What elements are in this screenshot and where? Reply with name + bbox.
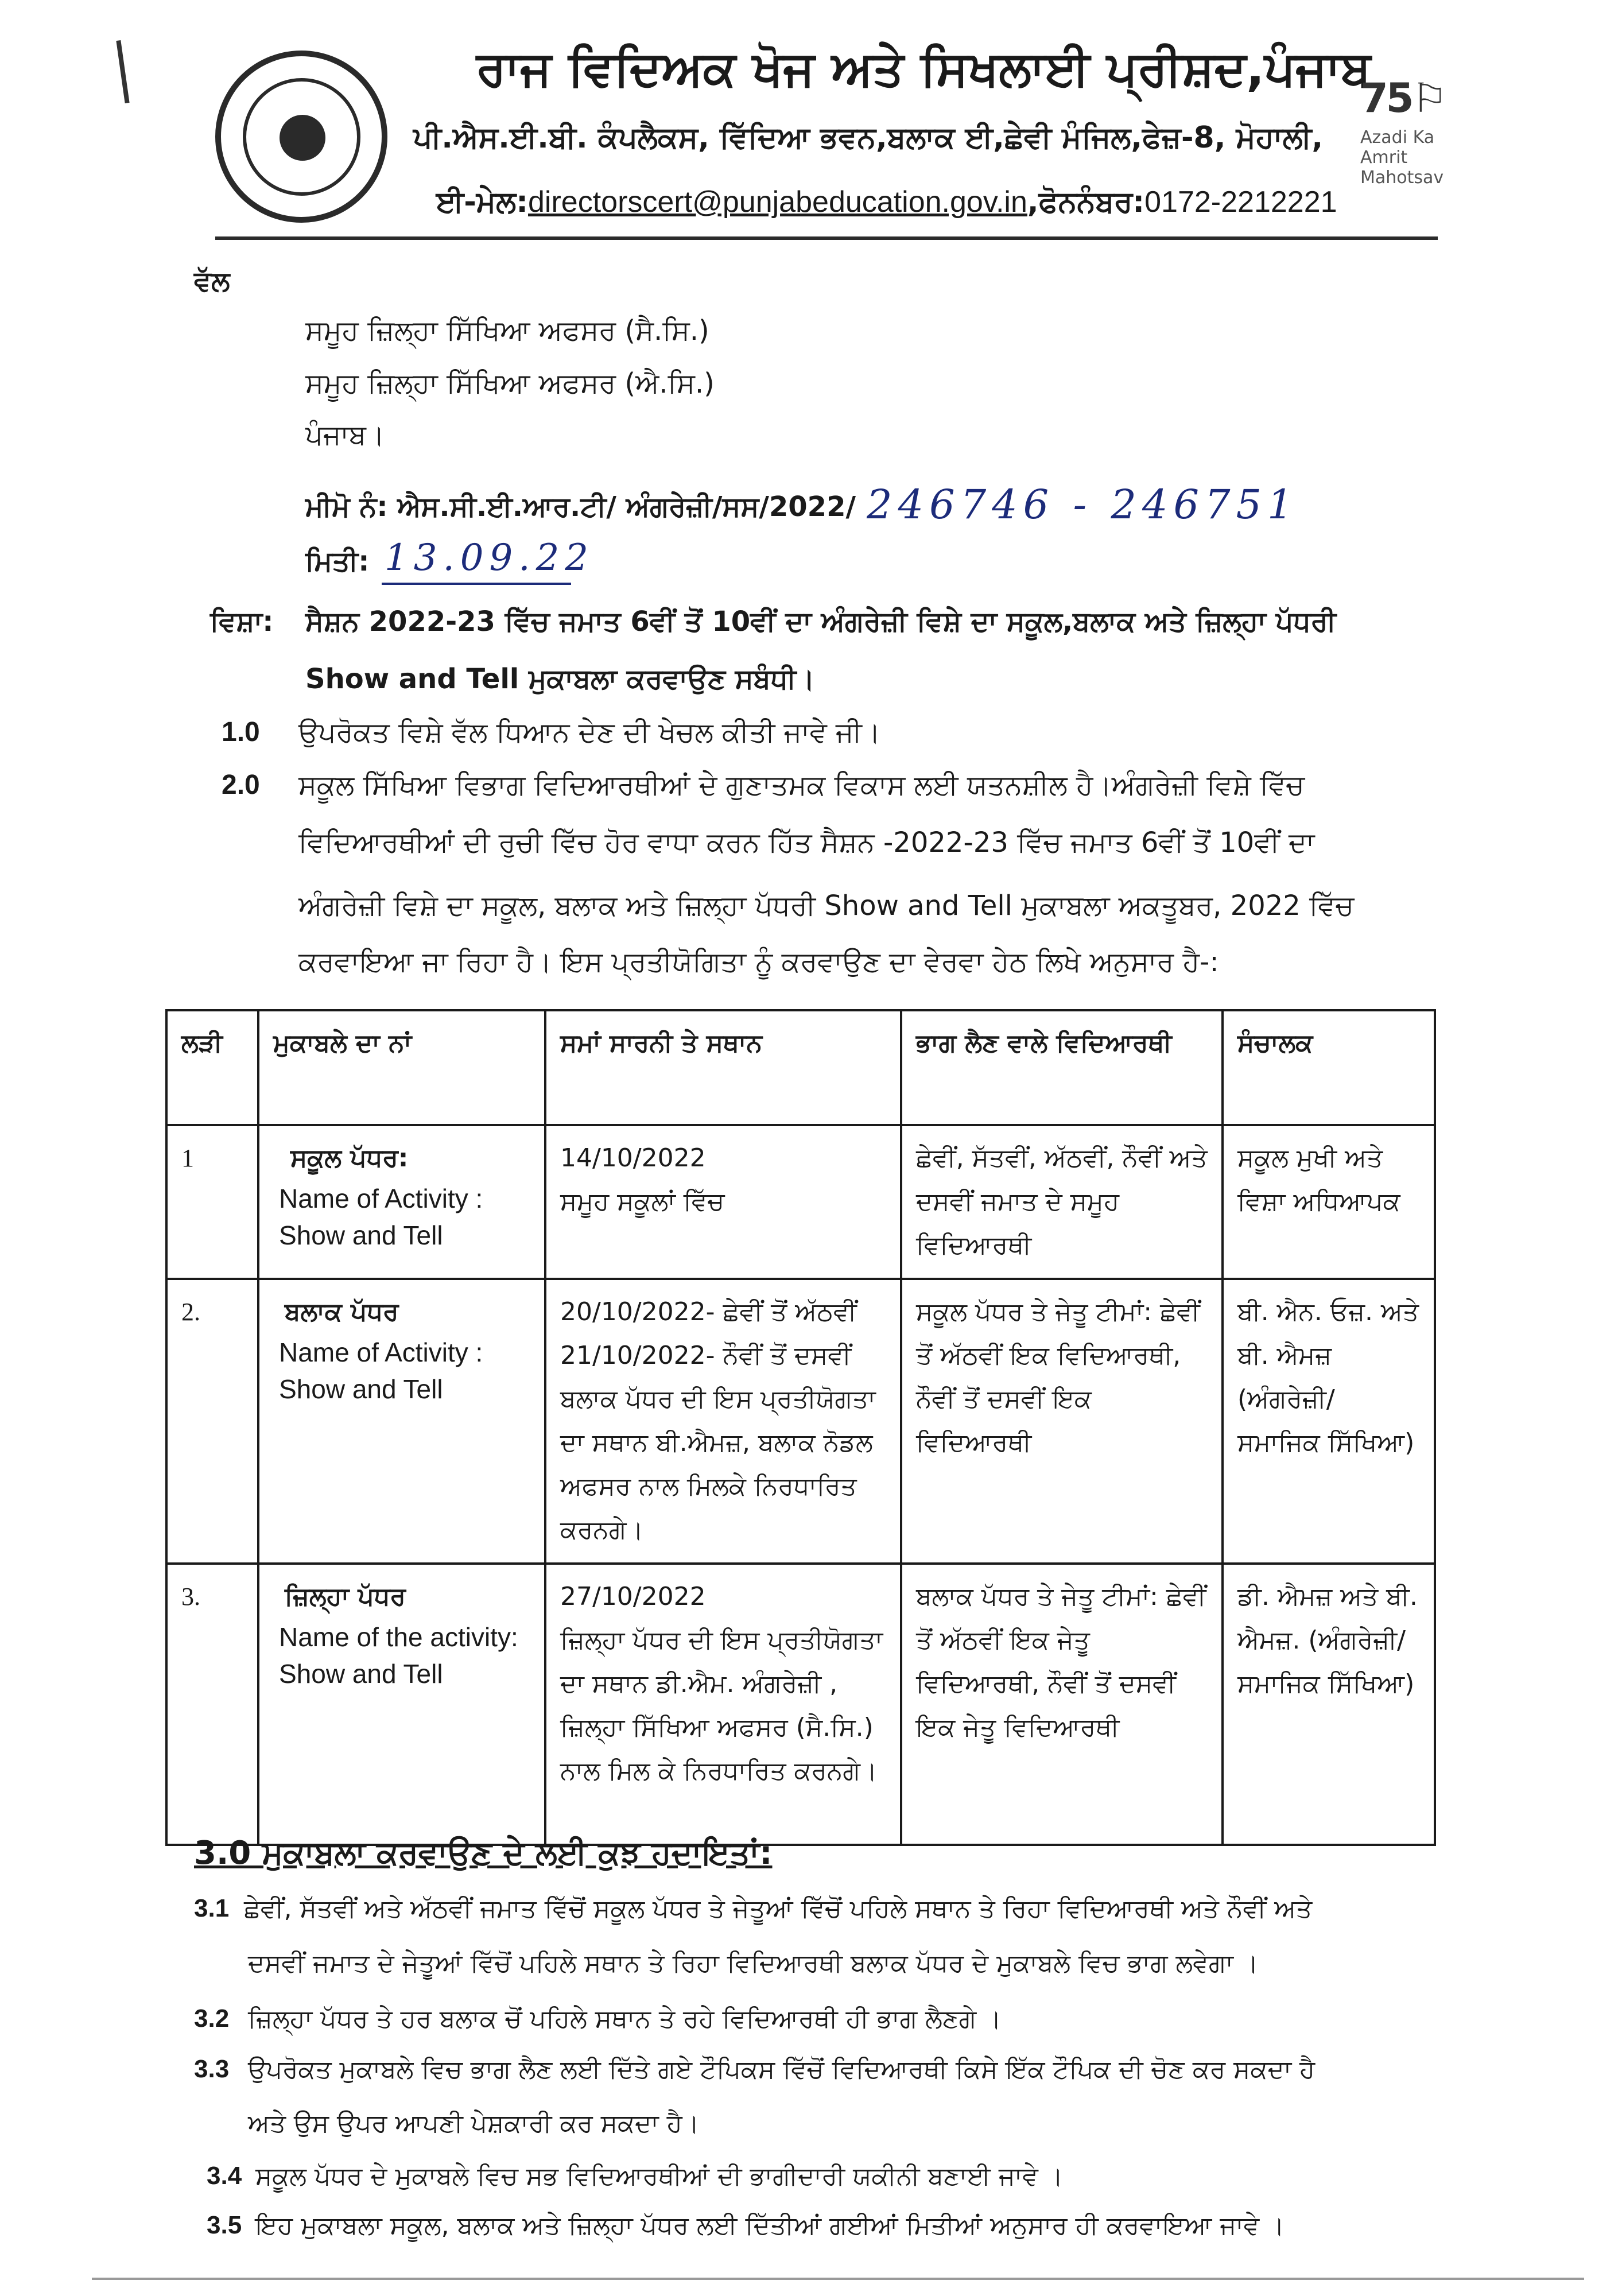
memo-label: ਮੀਮੋ ਨੰ: ਐਸ.ਸੀ.ਈ.ਆਰ.ਟੀ/ ਅੰਗਰੇਜ਼ੀ/ਸਸ/2022/ — [305, 491, 856, 523]
activity-label: Name of Activity : — [279, 1184, 483, 1213]
instruction-3-1-line-2: ਦਸਵੀਂ ਜਮਾਤ ਦੇ ਜੇਤੂਆਂ ਵਿੱਚੋਂ ਪਹਿਲੇ ਸਥਾਨ ਤੇ ਰਿਹਾ ਵਿਦਿਆਰਥੀ ਬਲਾਕ ਪੱਧਰ ਦੇ ਮੁਕਾਬਲੇ ਵਿਚ ਭਾਗ ਲਵੇਗਾ । — [248, 1949, 1259, 1978]
azadi-ka-amrit-mahotsav-logo — [1360, 75, 1475, 201]
amrit-mahotsav-emblem-icon: 75⚐ — [1360, 75, 1446, 122]
activity-name: Show and Tell — [279, 1659, 443, 1689]
header-divider — [215, 236, 1438, 240]
activity-label: Name of the activity: — [279, 1622, 518, 1652]
table-row — [166, 1279, 1435, 1564]
cell-schedule: 20/10/2022- ਛੇਵੀਂ ਤੋਂ ਅੱਠਵੀਂ 21/10/2022- ਨੌਵੀਂ ਤੋਂ ਦਸਵੀਂ ਬਲਾਕ ਪੱਧਰ ਦੀ ਇਸ ਪ੍ਰਤੀਯੋਗਤਾ ਦਾ ਸਥਾਨ ਬੀ.ਐਮਜ਼, ਬਲਾਕ ਨੋਡਲ ਅਫਸਰ ਨਾਲ ਮਿਲਕੇ ਨਿਰਧਾਰਿਤ ਕਰਨਗੇ। — [545, 1279, 901, 1564]
cell-schedule: 14/10/2022 ਸਮੂਹ ਸਕੂਲਾਂ ਵਿੱਚ — [545, 1125, 901, 1279]
cell-serial: 3. — [166, 1564, 258, 1845]
para-2-number: 2.0 — [222, 770, 260, 800]
cell-serial: 1 — [166, 1125, 258, 1279]
to-line-3: ਪੰਜਾਬ। — [305, 419, 385, 451]
col-header-serial: ਲੜੀ — [166, 1010, 258, 1125]
to-label: ਵੱਲ — [194, 265, 230, 297]
col-header-conductor: ਸੰਚਾਲਕ — [1223, 1010, 1435, 1125]
activity-name: Show and Tell — [279, 1220, 443, 1250]
date-handwritten: 13.09.22 — [385, 537, 594, 579]
to-line-1: ਸਮੂਹ ਜ਼ਿਲ੍ਹਾ ਸਿੱਖਿਆ ਅਫਸਰ (ਸੈ.ਸਿ.) — [305, 315, 709, 347]
table-header-row — [166, 1010, 1435, 1125]
instruction-3-3-line-2: ਅਤੇ ਉਸ ਉਪਰ ਆਪਣੀ ਪੇਸ਼ਕਾਰੀ ਕਰ ਸਕਦਾ ਹੈ। — [248, 2109, 700, 2138]
activity-label: Name of Activity : — [279, 1337, 483, 1367]
contact-line — [436, 185, 1337, 220]
azadi-line1: Azadi Ka — [1360, 127, 1435, 148]
subject-line-1: ਸੈਸ਼ਨ 2022-23 ਵਿੱਚ ਜਮਾਤ 6ਵੀਂ ਤੋਂ 10ਵੀਂ ਦਾ ਅੰਗਰੇਜ਼ੀ ਵਿਸ਼ੇ ਦਾ ਸਕੂਲ,ਬਲਾਕ ਅਤੇ ਜ਼ਿਲ੍ਹਾ ਪੱਧਰੀ — [305, 606, 1337, 638]
cell-participants: ਸਕੂਲ ਪੱਧਰ ਤੇ ਜੇਤੂ ਟੀਮਾਂ: ਛੇਵੀਂ ਤੋਂ ਅੱਠਵੀਂ ਇਕ ਵਿਦਿਆਰਥੀ, ਨੌਵੀਂ ਤੋਂ ਦਸਵੀਂ ਇਕ ਵਿਦਿਆਰਥੀ — [901, 1279, 1223, 1564]
email-link[interactable]: directorscert@punjabeducation.gov.in — [528, 185, 1027, 219]
org-address: ਪੀ.ਐਸ.ਈ.ਬੀ. ਕੰਪਲੈਕਸ, ਵਿੱਦਿਆ ਭਵਨ,ਬਲਾਕ ਈ,ਛੇਵੀ ਮੰਜਿਲ,ਫੇਜ਼-8, ਮੋਹਾਲੀ, — [413, 121, 1324, 155]
level-name: ਬਲਾਕ ਪੱਧਰ — [285, 1297, 399, 1327]
instruction-3-3-number: 3.3 — [194, 2055, 230, 2083]
para-2-line-3: ਅੰਗਰੇਜ਼ੀ ਵਿਸ਼ੇ ਦਾ ਸਕੂਲ, ਬਲਾਕ ਅਤੇ ਜ਼ਿਲ੍ਹਾ ਪੱਧਰੀ Show and Tell ਮੁਕਾਬਲਾ ਅਕਤੂਬਰ, 2022 ਵਿੱਚ — [298, 890, 1354, 922]
instruction-3-1-number: 3.1 — [194, 1894, 230, 1922]
cell-participants: ਬਲਾਕ ਪੱਧਰ ਤੇ ਜੇਤੂ ਟੀਮਾਂ: ਛੇਵੀਂ ਤੋਂ ਅੱਠਵੀਂ ਇਕ ਜੇਤੂ ਵਿਦਿਆਰਥੀ, ਨੌਵੀਂ ਤੋਂ ਦਸਵੀਂ ਇਕ ਜੇਤੂ ਵਿਦਿਆਰਥੀ — [901, 1564, 1223, 1845]
instruction-3-5-line-1: ਇਹ ਮੁਕਾਬਲਾ ਸਕੂਲ, ਬਲਾਕ ਅਤੇ ਜ਼ਿਲ੍ਹਾ ਪੱਧਰ ਲਈ ਦਿੱਤੀਆਂ ਗਈਆਂ ਮਿਤੀਆਂ ਅਨੁਸਾਰ ਹੀ ਕਰਵਾਇਆ ਜਾਵੇ । — [255, 2211, 1285, 2240]
cell-serial: 2. — [166, 1279, 258, 1564]
margin-pen-mark — [116, 40, 129, 103]
instruction-3-1-line-1: ਛੇਵੀਂ, ਸੱਤਵੀਂ ਅਤੇ ਅੱਠਵੀਂ ਜਮਾਤ ਵਿੱਚੋਂ ਸਕੂਲ ਪੱਧਰ ਤੇ ਜੇਤੂਆਂ ਵਿੱਚੋਂ ਪਹਿਲੇ ਸਥਾਨ ਤੇ ਰਿਹਾ ਵਿਦਿਆਰਥੀ ਅਤੇ ਨੌਵੀਂ ਅਤੇ — [244, 1894, 1313, 1923]
subject-label: ਵਿਸ਼ਾ: — [210, 606, 274, 638]
azadi-line2: Amrit Mahotsav — [1360, 148, 1444, 188]
table-row — [166, 1564, 1435, 1845]
cell-schedule: 27/10/2022 ਜ਼ਿਲ੍ਹਾ ਪੱਧਰ ਦੀ ਇਸ ਪ੍ਰਤੀਯੋਗਤਾ ਦਾ ਸਥਾਨ ਡੀ.ਐਮ. ਅੰਗਰੇਜ਼ੀ , ਜ਼ਿਲ੍ਹਾ ਸਿੱਖਿਆ ਅਫਸਰ (ਸੈ.ਸਿ.) ਨਾਲ ਮਿਲ ਕੇ ਨਿਰਧਾਰਿਤ ਕਰਨਗੇ। — [545, 1564, 901, 1845]
instruction-3-4-number: 3.4 — [207, 2162, 242, 2190]
phone-label: ,ਫੋਨਨੰਬਰ: — [1027, 185, 1145, 219]
cell-participants: ਛੇਵੀਂ, ਸੱਤਵੀਂ, ਅੱਠਵੀਂ, ਨੌਵੀਂ ਅਤੇ ਦਸਵੀਂ ਜਮਾਤ ਦੇ ਸਮੂਹ ਵਿਦਿਆਰਥੀ — [901, 1125, 1223, 1279]
para-1-number: 1.0 — [222, 717, 260, 747]
date-underline — [382, 583, 571, 585]
phone-number: 0172-2212221 — [1144, 185, 1337, 219]
memo-number-handwritten: 246746 - 246751 — [867, 481, 1299, 528]
col-header-participants: ਭਾਗ ਲੈਣ ਵਾਲੇ ਵਿਦਿਆਰਥੀ — [901, 1010, 1223, 1125]
scan-edge-line — [92, 2278, 1584, 2280]
instruction-3-5-number: 3.5 — [207, 2211, 242, 2239]
para-2-line-1: ਸਕੂਲ ਸਿੱਖਿਆ ਵਿਭਾਗ ਵਿਦਿਆਰਥੀਆਂ ਦੇ ਗੁਣਾਤਮਕ ਵਿਕਾਸ ਲਈ ਯਤਨਸ਼ੀਲ ਹੈ।ਅੰਗਰੇਜ਼ੀ ਵਿਸ਼ੇ ਵਿੱਚ — [298, 769, 1305, 801]
col-header-competition-name: ਮੁਕਾਬਲੇ ਦਾ ਨਾਂ — [258, 1010, 545, 1125]
table-row — [166, 1125, 1435, 1279]
section-3-title: 3.0 ਮੁਕਾਬਲਾ ਕਰਵਾਉਣ ਦੇ ਲਈ ਕੁਝ ਹਦਾਇਤਾਂ: — [194, 1835, 773, 1872]
level-name: ਸਕੂਲ ਪੱਧਰ: — [290, 1143, 409, 1173]
scert-seal-logo — [215, 51, 387, 223]
competition-schedule-table — [165, 1009, 1436, 1846]
instruction-3-2-number: 3.2 — [194, 2004, 230, 2033]
cell-competition — [258, 1125, 545, 1279]
instruction-3-3-line-1: ਉਪਰੋਕਤ ਮੁਕਾਬਲੇ ਵਿਚ ਭਾਗ ਲੈਣ ਲਈ ਦਿੱਤੇ ਗਏ ਟੌਪਿਕਸ ਵਿੱਚੋਂ ਵਿਦਿਆਰਥੀ ਕਿਸੇ ਇੱਕ ਟੌਪਿਕ ਦੀ ਚੋਣ ਕਰ ਸਕਦਾ ਹੈ — [248, 2055, 1316, 2084]
org-name: ਰਾਜ ਵਿਦਿਅਕ ਖੋਜ ਅਤੇ ਸਿਖਲਾਈ ਪ੍ਰੀਸ਼ਦ,ਪੰਜਾਬ — [476, 40, 1371, 96]
instruction-3-4-line-1: ਸਕੂਲ ਪੱਧਰ ਦੇ ਮੁਕਾਬਲੇ ਵਿਚ ਸਭ ਵਿਦਿਆਰਥੀਆਂ ਦੀ ਭਾਗੀਦਾਰੀ ਯਕੀਨੀ ਬਣਾਈ ਜਾਵੇ । — [255, 2162, 1064, 2191]
date-label: ਮਿਤੀ: — [305, 545, 370, 577]
cell-competition — [258, 1564, 545, 1845]
email-label: ਈ-ਮੇਲ: — [436, 185, 529, 219]
col-header-schedule-venue: ਸਮਾਂ ਸਾਰਨੀ ਤੇ ਸਥਾਨ — [545, 1010, 901, 1125]
to-line-2: ਸਮੂਹ ਜ਼ਿਲ੍ਹਾ ਸਿੱਖਿਆ ਅਫਸਰ (ਐ.ਸਿ.) — [305, 367, 715, 400]
cell-competition — [258, 1279, 545, 1564]
para-2-line-4: ਕਰਵਾਇਆ ਜਾ ਰਿਹਾ ਹੈ। ਇਸ ਪ੍ਰਤੀਯੋਗਿਤਾ ਨੂੰ ਕਰਵਾਉਣ ਦਾ ਵੇਰਵਾ ਹੇਠ ਲਿਖੇ ਅਨੁਸਾਰ ਹੈ-: — [298, 946, 1219, 978]
para-1-text: ਉਪਰੋਕਤ ਵਿਸ਼ੇ ਵੱਲ ਧਿਆਨ ਦੇਣ ਦੀ ਖੇਚਲ ਕੀਤੀ ਜਾਵੇ ਜੀ। — [298, 716, 881, 748]
cell-conductor: ਡੀ. ਐਮਜ਼ ਅਤੇ ਬੀ. ਐਮਜ਼. (ਅੰਗਰੇਜ਼ੀ/ ਸਮਾਜਿਕ ਸਿੱਖਿਆ) — [1223, 1564, 1435, 1845]
subject-line-2: Show and Tell ਮੁਕਾਬਲਾ ਕਰਵਾਉਣ ਸਬੰਧੀ। — [305, 663, 815, 695]
instruction-3-2-line-1: ਜ਼ਿਲ੍ਹਾ ਪੱਧਰ ਤੇ ਹਰ ਬਲਾਕ ਚੋਂ ਪਹਿਲੇ ਸਥਾਨ ਤੇ ਰਹੇ ਵਿਦਿਆਰਥੀ ਹੀ ਭਾਗ ਲੈਣਗੇ । — [248, 2004, 1002, 2034]
level-name: ਜ਼ਿਲ੍ਹਾ ਪੱਧਰ — [285, 1582, 406, 1611]
cell-conductor: ਸਕੂਲ ਮੁਖੀ ਅਤੇ ਵਿਸ਼ਾ ਅਧਿਆਪਕ — [1223, 1125, 1435, 1279]
activity-name: Show and Tell — [279, 1374, 443, 1404]
para-2-line-2: ਵਿਦਿਆਰਥੀਆਂ ਦੀ ਰੁਚੀ ਵਿੱਚ ਹੋਰ ਵਾਧਾ ਕਰਨ ਹਿੱਤ ਸੈਸ਼ਨ -2022-23 ਵਿੱਚ ਜਮਾਤ 6ਵੀਂ ਤੋਂ 10ਵੀਂ ਦਾ — [298, 827, 1315, 859]
cell-conductor: ਬੀ. ਐਨ. ਓਜ਼. ਅਤੇ ਬੀ. ਐਮਜ਼ (ਅੰਗਰੇਜ਼ੀ/ ਸਮਾਜਿਕ ਸਿੱਖਿਆ) — [1223, 1279, 1435, 1564]
